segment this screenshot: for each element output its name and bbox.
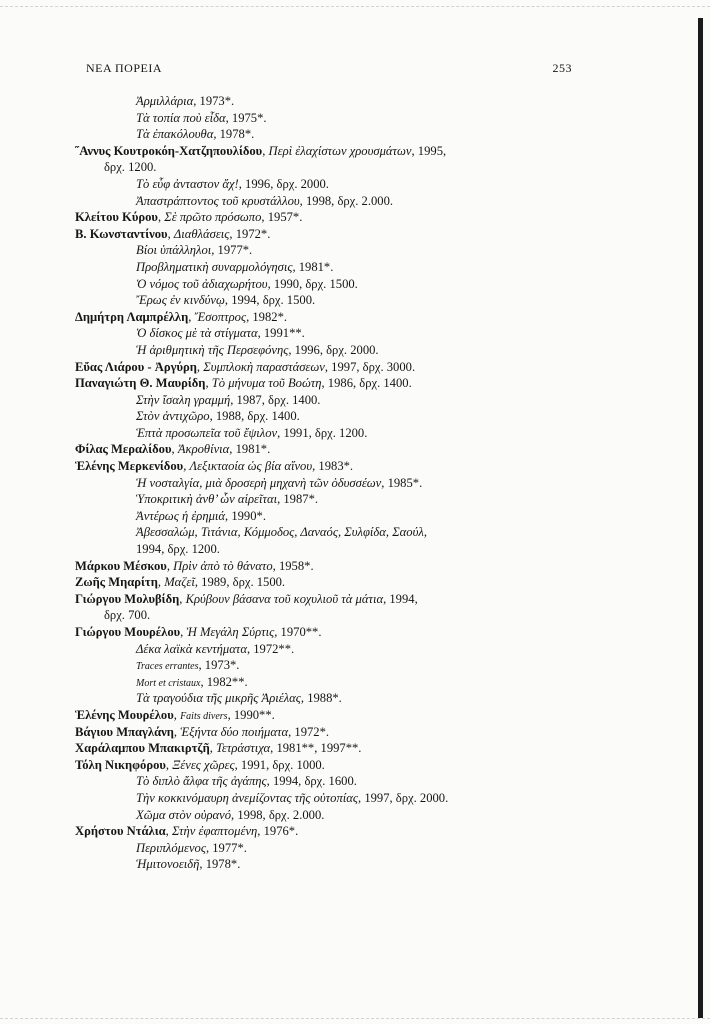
- journal-title: ΝΕΑ ΠΟΡΕΙΑ: [86, 61, 162, 75]
- bibliography-entry: [0, 325, 698, 342]
- bibliography-entry: [0, 193, 698, 210]
- entry-title: Ὑποκριτικὴ ἀνθ’ ὧν αἱρεῖται: [136, 492, 278, 507]
- entry-title: Συμπλοκὴ παραστάσεων: [203, 359, 325, 374]
- entry-title: Ἀκροθίνια: [177, 442, 230, 457]
- bibliography-entry: Β. Κωνσταντίνου, Διαθλάσεις, 1972*.: [75, 226, 271, 241]
- entry-title: Traces errantes: [136, 661, 199, 673]
- entry-title: Στὸν ἀντιχῶρο: [136, 409, 210, 424]
- entry-title: Ἡ νοσταλγία, μιὰ δροσερὴ μηχανὴ τῶν ὀδυσσέων: [136, 475, 382, 490]
- entry-details: , 1972**.: [246, 641, 295, 656]
- entry-author: Χρήστου Ντάλια: [75, 824, 166, 839]
- entry-title: Ἡ ἀριθμητικὴ τῆς Περσεφόνης: [136, 342, 289, 357]
- entry-title: Ἀρμιλλάρια: [136, 94, 194, 108]
- bibliography-entry: Ζωῆς Μηαρίτη, Μαζεῖ, 1989, δρχ. 1500.: [75, 575, 286, 590]
- entry-author: Εὔας Λιάρου - Ἀργύρη: [75, 359, 197, 374]
- entry-details: , 1988, δρχ. 1400.: [209, 409, 300, 424]
- entry-title: Στὴν ἴσαλη γραμμή: [136, 392, 231, 407]
- bibliography-entry: [0, 524, 698, 541]
- entry-author: Τόλη Νικηφόρου: [75, 757, 166, 772]
- bibliography-entry: Γιώργου Μολυβίδη, Κρύβουν βάσανα τοῦ κοχυλιοῦ τὰ μάτια, 1994,: [75, 591, 418, 606]
- entry-details: δρχ. 1200.: [104, 160, 157, 175]
- bibliography-entry: [0, 392, 698, 409]
- entry-details: , 1994, δρχ. 1600.: [266, 774, 357, 789]
- entry-title: Τὴν κοκκινόμαυρη ἀνεμίζοντας τῆς οὐτοπίας: [136, 790, 359, 805]
- bibliography-entry: Φίλας Μεραλίδου, Ἀκροθίνια, 1981*.: [75, 442, 271, 457]
- entry-author: Ζωῆς Μηαρίτη: [75, 575, 158, 590]
- entry-title: Τὰ ἐπακόλουθα: [136, 127, 214, 142]
- entry-author: Παναγιώτη Θ. Μαυρίδη: [75, 376, 206, 391]
- entry-title: Τὸ εὖφ ἀνταστον ἄχ!: [136, 176, 239, 191]
- entry-details: , 1991, δρχ. 1200.: [277, 425, 368, 440]
- entry-details: , 1978*.: [199, 857, 241, 872]
- entry-title: Τὸ διπλὸ ἄλφα τῆς ἀγάπης: [136, 774, 267, 789]
- entry-title: Mort et cristaux: [136, 677, 201, 689]
- entry-title: Χῶμα στὸν οὐρανό: [136, 807, 232, 822]
- entry-details: , 1982*.: [246, 309, 288, 324]
- entry-details: , 1981*.: [292, 259, 334, 274]
- bibliography-entry: [0, 491, 698, 508]
- entry-details: , 1994,: [383, 591, 418, 606]
- entry-title: Περιπλόμενος: [136, 840, 206, 855]
- entry-details: , 1990, δρχ. 1500.: [267, 276, 358, 291]
- bibliography-entry: [0, 607, 698, 624]
- bibliography-entry: [0, 856, 698, 873]
- entry-title: Ὁ νόμος τοῦ ἀδιαχωρήτου: [136, 276, 268, 291]
- entry-title: Τὰ τραγούδια τῆς μικρῆς Ἀριέλας: [136, 691, 301, 706]
- entry-details: , 1982**.: [200, 674, 248, 689]
- bibliography-entry: [0, 508, 698, 525]
- entry-title: Ἑπτὰ προσωπεῖα τοῦ ἔψιλον: [136, 425, 278, 440]
- bibliography-entry: [0, 425, 698, 442]
- entry-details: , 1973*.: [193, 94, 235, 108]
- entry-title: Περὶ ἐλαχίστων χρουσμάτων: [268, 143, 412, 158]
- entry-details: , 1990**.: [227, 707, 275, 722]
- entry-title: Ξένες χῶρες: [172, 757, 235, 772]
- entry-details: , 1970**.: [274, 625, 322, 639]
- bibliography-entry: Ἑλένης Μουρέλου, Faits divers, 1990**.: [75, 707, 275, 722]
- entry-author: Χαράλαμπου Μπακιρτζῆ: [75, 741, 210, 756]
- entry-author: Κλείτου Κύρου: [75, 210, 158, 225]
- entry-title: Ἔρως ἐν κινδύνῳ: [136, 293, 225, 308]
- entry-title: Ἡμιτονοειδῆ: [136, 857, 200, 872]
- bibliography-entry: [0, 674, 698, 691]
- entry-details: , 1997, δρχ. 2000.: [358, 790, 449, 805]
- entry-title: Ἑξήντα δύο ποιήματα: [180, 724, 289, 739]
- bibliography-entry: [0, 342, 698, 359]
- bibliography-entry: [0, 690, 698, 707]
- bibliography-entry: Κλείτου Κύρου, Σὲ πρῶτο πρόσωπο, 1957*.: [75, 210, 303, 225]
- entry-title: Τὸ μήνυμα τοῦ Βοώτη: [211, 376, 322, 391]
- entry-details: , 1978*.: [213, 127, 255, 142]
- entry-details: , 1995,: [411, 143, 447, 158]
- entry-details: , 1981*.: [229, 442, 271, 457]
- bibliography-entry: [0, 408, 698, 425]
- entry-title: Κρύβουν βάσανα τοῦ κοχυλιοῦ τὰ μάτια: [185, 591, 384, 606]
- bibliography-entry: [0, 259, 698, 276]
- entry-details: 1994, δρχ. 1200.: [136, 542, 220, 557]
- bibliography-entry: [0, 242, 698, 259]
- entry-title: Ἀντέρως ἡ ἐρημιά: [136, 508, 226, 523]
- bibliography-entry: [0, 840, 698, 857]
- entry-author: Γιώργου Μολυβίδη: [75, 591, 180, 606]
- entry-author: Ἑλένης Μερκενίδου: [75, 459, 184, 474]
- entry-title: Διαθλάσεις: [173, 226, 230, 241]
- entry-details: , 1983*.: [312, 459, 354, 474]
- entry-details: , 1972*.: [288, 724, 330, 739]
- bibliography-entry: [0, 641, 698, 658]
- entry-title: Τὰ τοπία ποὺ εἶδα: [136, 110, 226, 125]
- entry-details: , 1998, δρχ. 2.000.: [299, 193, 394, 208]
- bibliography-entry: Γιώργου Μουρέλου, Ἡ Μεγάλη Σύρτις, 1970**.: [75, 625, 322, 639]
- entry-title: Προβληματικὴ συναρμολόγησις: [136, 259, 293, 274]
- bibliography-entry: [0, 541, 698, 558]
- bibliography-entry: Παναγιώτη Θ. Μαυρίδη, Τὸ μήνυμα τοῦ Βοώτη, 1986, δρχ. 1400.: [75, 376, 412, 391]
- entry-details: , 1996, δρχ. 2000.: [288, 342, 379, 357]
- entry-details: , 1987*.: [277, 492, 319, 507]
- entry-details: δρχ. 700.: [104, 608, 151, 623]
- entry-title: Στὴν ἐφαπτομένη: [171, 824, 258, 839]
- entry-details: , 1986, δρχ. 1400.: [321, 376, 412, 391]
- entry-title: Σὲ πρῶτο πρόσωπο: [164, 210, 262, 225]
- bibliography-entry: [0, 475, 698, 492]
- entry-details: , 1996, δρχ. 2000.: [238, 176, 329, 191]
- entry-author: Μάρκου Μέσκου: [75, 558, 167, 573]
- entry-title: Τετράστιχα: [216, 741, 271, 756]
- bibliography-entry: ˝Αννυς Κουτροκόη-Χατζηπουλίδου, Περὶ ἐλαχίστων χρουσμάτων, 1995,: [75, 143, 447, 158]
- bibliography-entry: [0, 126, 698, 143]
- entry-details: , 1990*.: [225, 508, 266, 523]
- entry-details: , 1987, δρχ. 1400.: [230, 392, 321, 407]
- bibliography-entry: [0, 292, 698, 309]
- entry-details: , 1973*.: [198, 658, 240, 673]
- bibliography-entry: Μάρκου Μέσκου, Πρὶν ἀπὸ τὸ θάνατο, 1958*.: [75, 558, 314, 573]
- entry-author: Βάγιου Μπαγλάνη: [75, 724, 174, 739]
- entry-details: , 1976*.: [257, 824, 299, 839]
- bibliography-list: [0, 93, 698, 873]
- entry-details: , 1981**, 1997**.: [270, 741, 362, 756]
- bibliography-entry: [0, 176, 698, 193]
- entry-details: , 1975*.: [225, 110, 267, 125]
- entry-title: Μαζεῖ: [164, 575, 195, 590]
- entry-title: Ὁ δίσκος μὲ τὰ στίγματα: [136, 326, 258, 341]
- bibliography-entry: Χρήστου Ντάλια, Στὴν ἐφαπτομένη, 1976*.: [75, 824, 299, 839]
- bibliography-entry: Τόλη Νικηφόρου, Ξένες χῶρες, 1991, δρχ. 1000.: [75, 757, 325, 772]
- entry-details: , 1997, δρχ. 3000.: [324, 359, 416, 374]
- entry-title: Ἡ Μεγάλη Σύρτις: [186, 625, 275, 639]
- entry-details: , 1991**.: [257, 326, 305, 341]
- entry-title: Δέκα λαϊκὰ κεντήματα: [136, 641, 247, 656]
- entry-details: , 1998, δρχ. 2.000.: [231, 807, 325, 822]
- bibliography-entry: [0, 93, 698, 110]
- entry-details: , 1958*.: [272, 558, 314, 573]
- page-number: 253: [552, 61, 572, 75]
- entry-title: Πρὶν ἀπὸ τὸ θάνατο: [173, 558, 273, 573]
- entry-details: , 1977*.: [205, 840, 247, 855]
- entry-author: Ἑλένης Μουρέλου: [75, 707, 174, 722]
- entry-details: ,: [423, 525, 427, 540]
- entry-details: , 1991, δρχ. 1000.: [234, 757, 325, 772]
- entry-author: Γιώργου Μουρέλου: [75, 625, 181, 639]
- bibliography-entry: [0, 159, 698, 176]
- entry-details: , 1985*.: [381, 475, 423, 490]
- bibliography-entry: [0, 807, 698, 824]
- entry-author: Δημήτρη Λαμπρέλλη: [75, 309, 189, 324]
- entry-title: Faits divers: [180, 710, 228, 722]
- bibliography-entry: [0, 657, 698, 674]
- scan-binding-shadow: [698, 18, 703, 1018]
- bibliography-entry: Εὔας Λιάρου - Ἀργύρη, Συμπλοκὴ παραστάσεων, 1997, δρχ. 3000.: [75, 359, 416, 374]
- bibliography-entry: [0, 276, 698, 293]
- scan-bottom-edge: [0, 1018, 710, 1019]
- entry-author: Β. Κωνσταντίνου: [75, 226, 168, 241]
- bibliography-entry: [0, 773, 698, 790]
- entry-details: , 1957*.: [261, 210, 303, 225]
- entry-author: Φίλας Μεραλίδου: [75, 442, 172, 457]
- bibliography-entry: Βάγιου Μπαγλάνη, Ἑξήντα δύο ποιήματα, 1972*.: [75, 724, 330, 739]
- entry-title: Ἔσοπτρος: [194, 309, 247, 324]
- entry-details: , 1972*.: [229, 226, 271, 241]
- bibliography-entry: Ἑλένης Μερκενίδου, Λεξικταοία ὡς βία αἴνου, 1983*.: [75, 459, 354, 474]
- running-header: [86, 61, 572, 81]
- entry-title: Λεξικταοία ὡς βία αἴνου: [189, 459, 313, 474]
- entry-title: Ἀβεσσαλώμ, Τιτάνια, Κόμμοδος, Δαναός, Συλφίδα, Σαούλ: [136, 525, 424, 540]
- entry-details: , 1977*.: [211, 243, 253, 258]
- bibliography-entry: Χαράλαμπου Μπακιρτζῆ, Τετράστιχα, 1981**, 1997**.: [75, 741, 362, 756]
- entry-details: , 1989, δρχ. 1500.: [194, 575, 286, 590]
- scan-top-edge: [0, 6, 710, 7]
- entry-title: Βίοι ὑπάλληλοι: [136, 243, 212, 258]
- bibliography-entry: [0, 790, 698, 807]
- entry-details: , 1988*.: [300, 691, 342, 706]
- entry-title: Ἀπαστράπτοντος τοῦ κρυστάλλου: [136, 193, 300, 208]
- entry-author: ˝Αννυς Κουτροκόη-Χατζηπουλίδου: [75, 143, 263, 158]
- entry-details: , 1994, δρχ. 1500.: [224, 293, 316, 308]
- bibliography-entry: [0, 110, 698, 127]
- bibliography-entry: Δημήτρη Λαμπρέλλη, Ἔσοπτρος, 1982*.: [75, 309, 288, 324]
